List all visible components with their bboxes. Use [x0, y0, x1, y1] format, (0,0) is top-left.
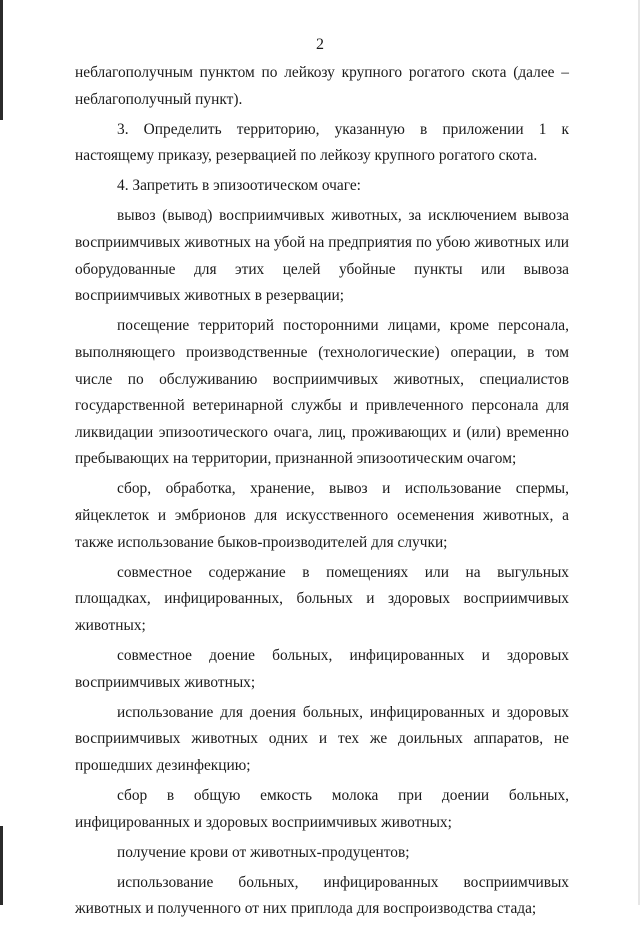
paragraph: сбор в общую емкость молока при доении больных, инфицированных и здоровых восприимчивых животных; — [75, 786, 569, 831]
page-number: 2 — [316, 36, 324, 53]
paragraph: совместное доение больных, инфицированных и здоровых восприимчивых животных; — [75, 646, 569, 691]
paragraph: использование больных, инфицированных восприимчивых животных и полученного от них приплода для воспроизводства стада; — [75, 873, 569, 918]
paragraph: 3. Определить территорию, указанную в приложении 1 к настоящему приказу, резервацией по лейкозу крупного рогатого скота. — [75, 120, 569, 165]
paragraph: 4. Запретить в эпизоотическом очаге: — [117, 177, 361, 195]
scan-edge-mark — [0, 826, 3, 905]
paragraph: совместное содержание в помещениях или на выгульных площадках, инфицированных, больных и здоровых восприимчивых животных; — [75, 563, 569, 634]
paragraph: получение крови от животных-продуцентов; — [117, 843, 410, 861]
paragraph: вывоз (вывод) восприимчивых животных, за исключением вывоза восприимчивых животных на убой на предприятия по убою животных или оборудованные для этих целей убойные пункты или вывоза восприимчивых животных в резервации; — [75, 207, 569, 305]
paragraph: неблагополучным пунктом по лейкозу крупного рогатого скота (далее – неблагополучный пункт). — [75, 64, 569, 108]
paragraph: использование для доения больных, инфицированных и здоровых восприимчивых животных одних и тех же доильных аппаратов, не прошедших дезинфекцию; — [75, 703, 569, 774]
paragraph: посещение территорий посторонними лицами, кроме персонала, выполняющего производственные (технологические) операции, в том числе по обслуживанию восприимчивых животных, специалистов государственной ветеринарной службы и привлеченного персонала для ликвидации эпизоотического очага, лиц, проживающих и (или) временно пребывающих на территории, признанной эпизоотическим очагом; — [75, 317, 569, 468]
paragraph: сбор, обработка, хранение, вывоз и использование спермы, яйцеклеток и эмбрионов для искусственного осеменения животных, а также использование быков-производителей для случки; — [75, 480, 569, 551]
scan-edge-mark — [0, 0, 3, 120]
document-body — [75, 60, 569, 926]
